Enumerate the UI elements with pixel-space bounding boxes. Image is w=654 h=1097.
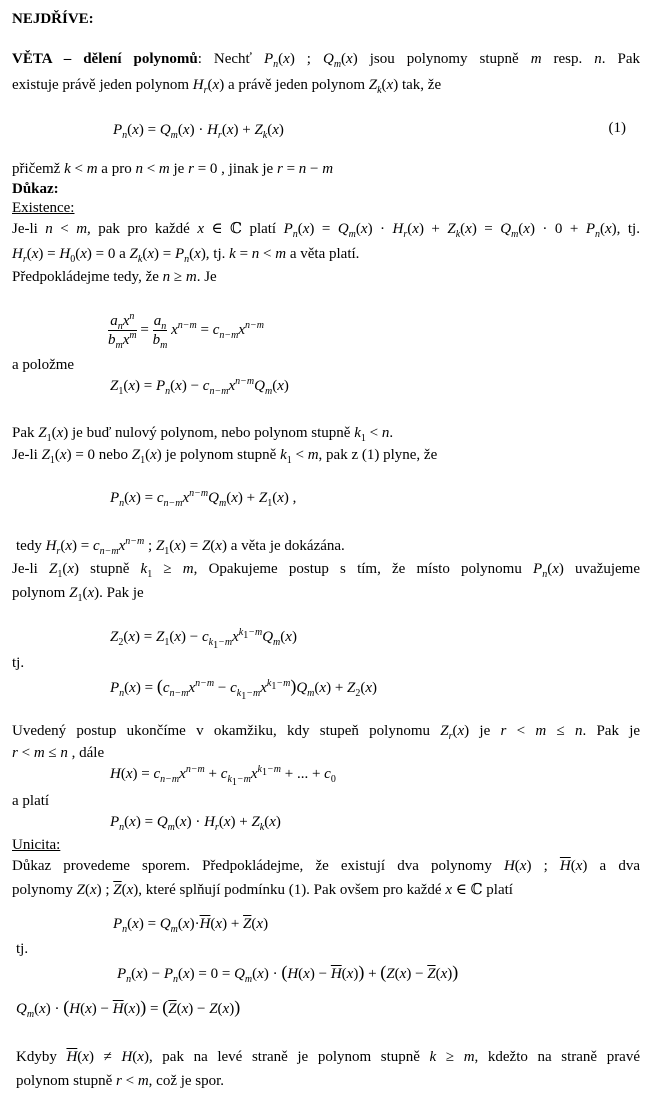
proof-title: Důkaz: (12, 181, 59, 197)
a-polozme: a položme (12, 357, 75, 373)
conclusion-line-1: Kdyby $\overline{H}(x) \ne H(x)$, pak na levé straně je polynom stupně k ≥ m, kdežto na straně pravé (16, 1049, 641, 1065)
theorem-line-2: existuje právě jeden polynom $H_r(x)$ a právě jeden polynom $Z_k(x)$ tak, že (12, 77, 442, 96)
uniqueness-line-1: Důkaz provedeme sporem. Předpokládejme, že existují dva polynomy H(x) ; $\overline{H}(x)$ a dva (12, 858, 640, 874)
para-jeli2-line-1: Je-li $Z_1(x)$ stupně $k_1 \ge m$, Opakujeme postup s tím, že místo polynomu $P_n(x)$ uvažujeme (12, 561, 640, 580)
theorem-title: VĚTA – dělení polynomů (12, 51, 198, 67)
equation-1-number: (1) (608, 120, 626, 136)
para-uvedeny-line-2: r < m ≤ n , dále (12, 745, 105, 761)
existence-label: Existence: (12, 200, 75, 216)
equation-diff: $P_n(x) - P_n(x) = 0 = Q_m(x) \cdot (H(x) - \overline{H}(x)) + (Z(x) - \overline{Z}(x))$ (117, 962, 459, 985)
para-uvedeny-line-1: Uvedený postup ukončíme v okamžiku, kdy stupeň polynomu $Z_r(x)$ je r < m ≤ n. Pak je (12, 723, 641, 742)
equation-z2: $Z_2(x) = Z_1(x) - c_{k_1-m}x^{k_1-m}Q_m(x)$ (110, 627, 297, 651)
uniqueness-label: Unicita: (12, 837, 61, 853)
existence-line-2: $H_r(x) = H_0(x) = 0$ a $Z_k(x) = P_n(x)$, tj. k = n < m a věta platí. (12, 246, 360, 265)
para-jeli2-line-2: polynom $Z_1(x)$. Pak je (12, 585, 144, 604)
tj-label: tj. (12, 655, 25, 671)
conclusion-line-2: polynom stupně r < m, což je spor. (16, 1073, 225, 1089)
equation-z1: $Z_1(x) = P_n(x) - c_{n-m}x^{n-m}Q_m(x)$ (110, 376, 289, 397)
equation-pn2: $P_n(x) = (c_{n-m}x^{n-m} - c_{k_1-m}x^{k_1-m})Q_m(x) + Z_2(x)$ (110, 676, 378, 702)
para-jeli: Je-li $Z_1(x) = 0$ nebo $Z_1(x)$ je polynom stupně $k_1 < m$, pak z (1) plyne, že (12, 447, 438, 466)
equation-pn4: $P_n(x) = Q_m(x)\cdot\overline{H}(x) + \overline{Z}(x)$ (113, 916, 269, 935)
tj-label-2: tj. (16, 941, 29, 957)
para-pak: Pak $Z_1(x)$ je buď nulový polynom, nebo polynom stupně $k_1 < n$. (12, 425, 394, 444)
equation-final: $Q_m(x) \cdot (H(x) - \overline{H}(x)) = (\overline{Z}(x) - Z(x))$ (16, 997, 241, 1020)
a-plati: a platí (12, 793, 50, 809)
equation-pn1: $P_n(x) = c_{n-m}x^{n-m}Q_m(x) + Z_1(x)$ , (110, 488, 297, 509)
heading: NEJDŘÍVE: (12, 11, 94, 27)
existence-line-3: Předpokládejme tedy, že n ≥ m. Je (12, 269, 217, 285)
uniqueness-line-2: polynomy Z(x) ; $\overline{Z}(x)$, které splňují podmínku (1). Pak ovšem pro každé x ∈ ℂ platí (12, 882, 513, 898)
equation-1: $P_n(x) = Q_m(x) \cdot H_r(x) + Z_k(x)$ (113, 122, 284, 141)
equation-pn3: $P_n(x) = Q_m(x) \cdot H_r(x) + Z_k(x)$ (110, 814, 281, 833)
theorem-line-1: VĚTA – dělení polynomů: Nechť $P_n(x)$ ; $Q_m(x)$ jsou polynomy stupně m resp. n. Pak (12, 51, 641, 70)
equation-h: $H(x) = c_{n-m}x^{n-m} + c_{k_1-m}x^{k_1-m}$ + ... + $c_0$ (110, 764, 336, 788)
theorem-condition: přičemž k < m a pro n < m je r = 0 , jinak je r = n − m (12, 161, 334, 177)
equation-ratio: $\frac{a_nx^n}{b_mx^m}$ = $\frac{a_n}{b_m}$ $x^{n-m} = c_{n-m}x^{n-m}$ (108, 311, 265, 351)
existence-line-1: Je-li n < m, pak pro každé x ∈ ℂ platí $P_n(x) = Q_m(x) \cdot H_r(x) + Z_k(x) = Q_m(x) \cdot 0 + P_n(x)$, tj. (12, 221, 640, 240)
para-tedy: tedy $H_r(x) = c_{n-m}x^{n-m}$ ; $Z_1(x) = Z(x)$ a věta je dokázána. (16, 536, 345, 557)
